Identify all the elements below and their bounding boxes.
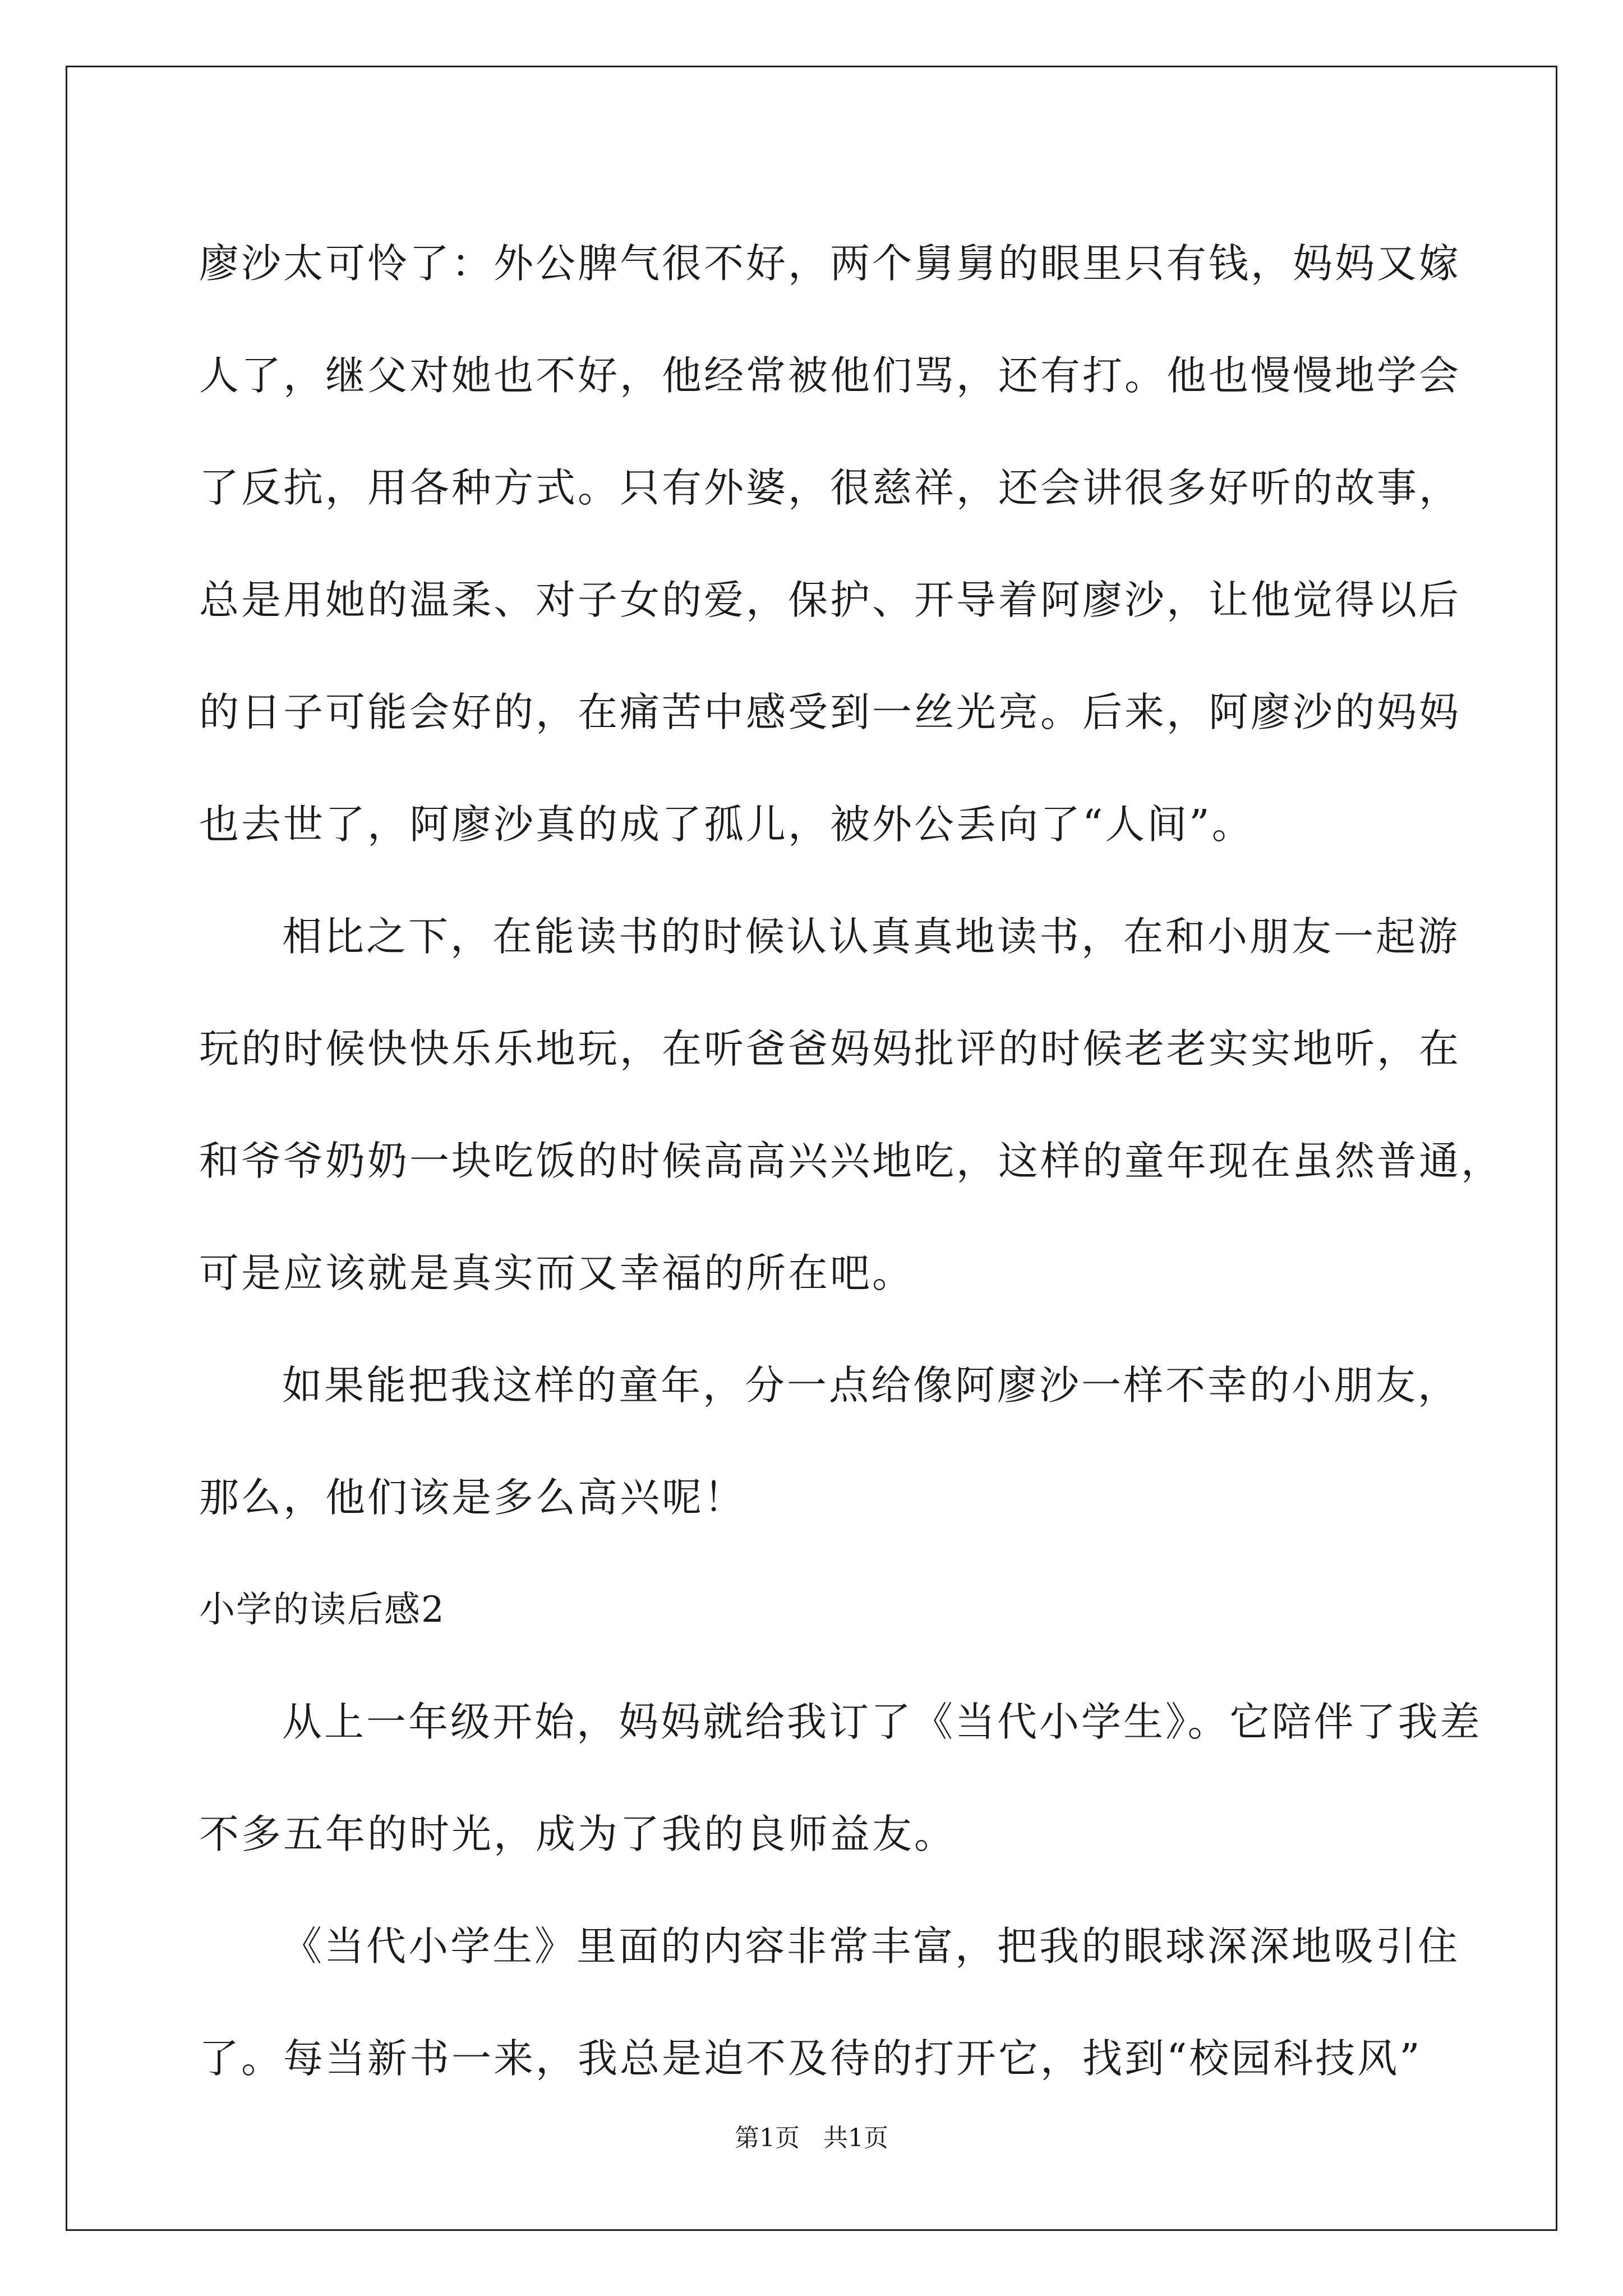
paragraph-line: 了。每当新书一来，我总是迫不及待的打开它，找到“校园科技风” — [199, 2035, 1422, 2082]
document-body — [199, 208, 1504, 2115]
paragraph-line: 人了，继父对她也不好，他经常被他们骂，还有打。他也慢慢地学会 — [199, 352, 1461, 399]
paragraph-line: 相比之下，在能读书的时候认认真真地读书，在和小朋友一起游 — [282, 913, 1460, 960]
paragraph-line: 也去世了，阿廖沙真的成了孤儿，被外公丢向了“人间”。 — [199, 801, 1254, 848]
paragraph-line: 廖沙太可怜了：外公脾气很不好，两个舅舅的眼里只有钱，妈妈又嫁 — [199, 240, 1461, 287]
paragraph-line: 《当代小学生》里面的内容非常丰富，把我的眼球深深地吸引住 — [282, 1923, 1460, 1970]
paragraph-line: 不多五年的时光，成为了我的良师益友。 — [199, 1811, 957, 1857]
paragraph-line: 的日子可能会好的，在痛苦中感受到一丝光亮。后来，阿廖沙的妈妈 — [199, 689, 1461, 735]
section-heading: 小学的读后感2 — [199, 1589, 445, 1631]
paragraph-line: 可是应该就是真实而又幸福的所在吧。 — [199, 1250, 915, 1296]
paragraph-line: 从上一年级开始，妈妈就给我订了《当代小学生》。它陪伴了我差 — [282, 1699, 1482, 1745]
page-footer: 第1页 共1页 — [735, 2124, 888, 2152]
paragraph-line: 和爷爷奶奶一块吃饭的时候高高兴兴地吃，这样的童年现在虽然普通， — [199, 1138, 1504, 1184]
paragraph-line: 那么，他们该是多么高兴呢！ — [199, 1474, 746, 1521]
paragraph-line: 总是用她的温柔、对子女的爱，保护、开导着阿廖沙，让他觉得以后 — [199, 577, 1461, 623]
paragraph-line: 如果能把我这样的童年，分一点给像阿廖沙一样不幸的小朋友， — [282, 1362, 1460, 1409]
paragraph-line: 玩的时候快快乐乐地玩，在听爸爸妈妈批评的时候老老实实地听，在 — [199, 1025, 1461, 1072]
paragraph-line: 了反抗，用各种方式。只有外婆，很慈祥，还会讲很多好听的故事， — [199, 464, 1461, 511]
